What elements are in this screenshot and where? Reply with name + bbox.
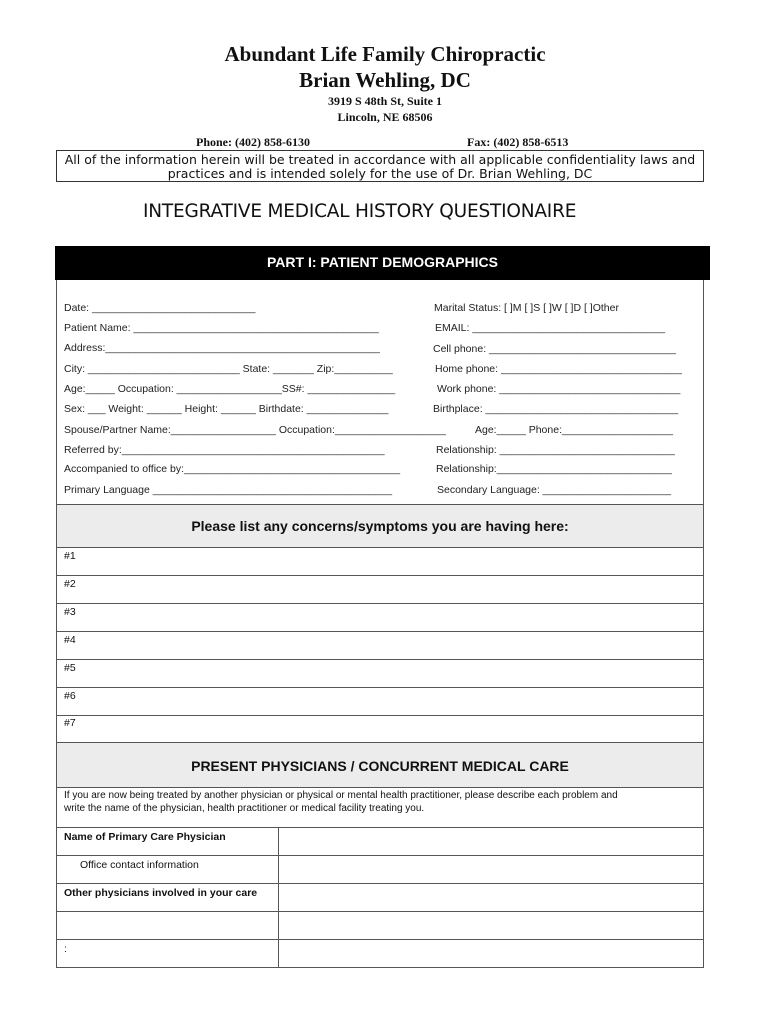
spouse-partner-field[interactable]: Spouse/Partner Name:__________________ Occupation:___________________ <box>64 424 446 436</box>
office-contact-row[interactable] <box>56 856 704 884</box>
primary-care-row[interactable] <box>56 828 704 856</box>
address-line-2: Lincoln, NE 68506 <box>337 110 433 124</box>
physician-blank-label <box>57 912 279 939</box>
practice-name: Abundant Life Family Chiropractic <box>224 42 546 66</box>
concern-row-6[interactable]: #6 <box>56 688 704 716</box>
concern-row-2[interactable]: #2 <box>56 576 704 604</box>
email-field[interactable]: EMAIL: _________________________________ <box>435 322 666 334</box>
companion-relationship-field[interactable]: Relationship:______________________________ <box>436 463 672 475</box>
marital-status-field[interactable]: Marital Status: [ ]M [ ]S [ ]W [ ]D [ ]Other <box>434 302 619 314</box>
accompanied-by-field[interactable]: Accompanied to office by:_____________________________________ <box>64 463 401 475</box>
date-field[interactable]: Date: ____________________________ <box>64 302 256 314</box>
cell-phone-field[interactable]: Cell phone: ________________________________ <box>433 343 676 355</box>
primary-language-field[interactable]: Primary Language _________________________________________ <box>64 484 393 496</box>
spouse-age-phone-field[interactable]: Age:_____ Phone:___________________ <box>475 424 673 436</box>
patient-name-field[interactable]: Patient Name: __________________________________________ <box>64 322 379 334</box>
age-occupation-ssn-field[interactable]: Age:_____ Occupation: __________________SS#: _______________ <box>64 383 396 395</box>
other-physicians-row[interactable] <box>56 884 704 912</box>
city-state-zip-field[interactable]: City: __________________________ State: _______ Zip:__________ <box>64 363 393 375</box>
concern-row-5[interactable]: #5 <box>56 660 704 688</box>
physician-row-blank[interactable] <box>56 912 704 940</box>
notice-line-1: All of the information herein will be treated in accordance with all applicable confidentiality laws and <box>64 152 696 167</box>
concern-row-1[interactable]: #1 <box>56 548 704 576</box>
form-title: INTEGRATIVE MEDICAL HISTORY QUESTIONAIRE <box>143 201 577 222</box>
office-phone: Phone: (402) 858-6130 <box>196 135 310 149</box>
physician-row-last[interactable] <box>56 940 704 968</box>
office-contact-label: Office contact information <box>57 856 279 883</box>
referrer-relationship-field[interactable]: Relationship: ______________________________ <box>436 444 675 456</box>
secondary-language-field[interactable]: Secondary Language: ______________________ <box>437 484 672 496</box>
instruction-line-2: write the name of the physician, health practitioner or medical facility treating you. <box>64 802 425 814</box>
sex-weight-height-birthdate-field[interactable]: Sex: ___ Weight: ______ Height: ______ Birthdate: ______________ <box>64 403 389 415</box>
concern-row-7[interactable]: #7 <box>56 715 704 743</box>
instruction-line-1: If you are now being treated by another physician or physical or mental health practitioner, please describe each problem and <box>64 790 618 801</box>
other-physicians-label: Other physicians involved in your care <box>57 884 279 911</box>
address-field[interactable]: Address:_______________________________________________ <box>64 342 380 354</box>
demographics-section <box>56 280 704 504</box>
notice-line-2: practices and is intended solely for the use of Dr. Brian Wehling, DC <box>167 166 593 181</box>
physician-last-label: : <box>57 940 279 967</box>
home-phone-field[interactable]: Home phone: _______________________________ <box>435 363 682 375</box>
address-line-1: 3919 S 48th St, Suite 1 <box>327 94 443 108</box>
doctor-name: Brian Wehling, DC <box>299 68 471 92</box>
primary-care-label: Name of Primary Care Physician <box>57 828 279 855</box>
physicians-header: PRESENT PHYSICIANS / CONCURRENT MEDICAL CARE <box>56 743 704 788</box>
physicians-instructions <box>56 788 704 828</box>
concern-row-3[interactable]: #3 <box>56 604 704 632</box>
confidentiality-notice <box>56 150 704 182</box>
office-fax: Fax: (402) 858-6513 <box>467 135 569 149</box>
concern-row-4[interactable]: #4 <box>56 632 704 660</box>
birthplace-field[interactable]: Birthplace: _________________________________ <box>433 403 679 415</box>
part1-header: PART I: PATIENT DEMOGRAPHICS <box>55 246 710 280</box>
referred-by-field[interactable]: Referred by:_____________________________________________ <box>64 444 385 456</box>
concerns-header: Please list any concerns/symptoms you are having here: <box>56 504 704 548</box>
work-phone-field[interactable]: Work phone: _______________________________ <box>437 383 681 395</box>
